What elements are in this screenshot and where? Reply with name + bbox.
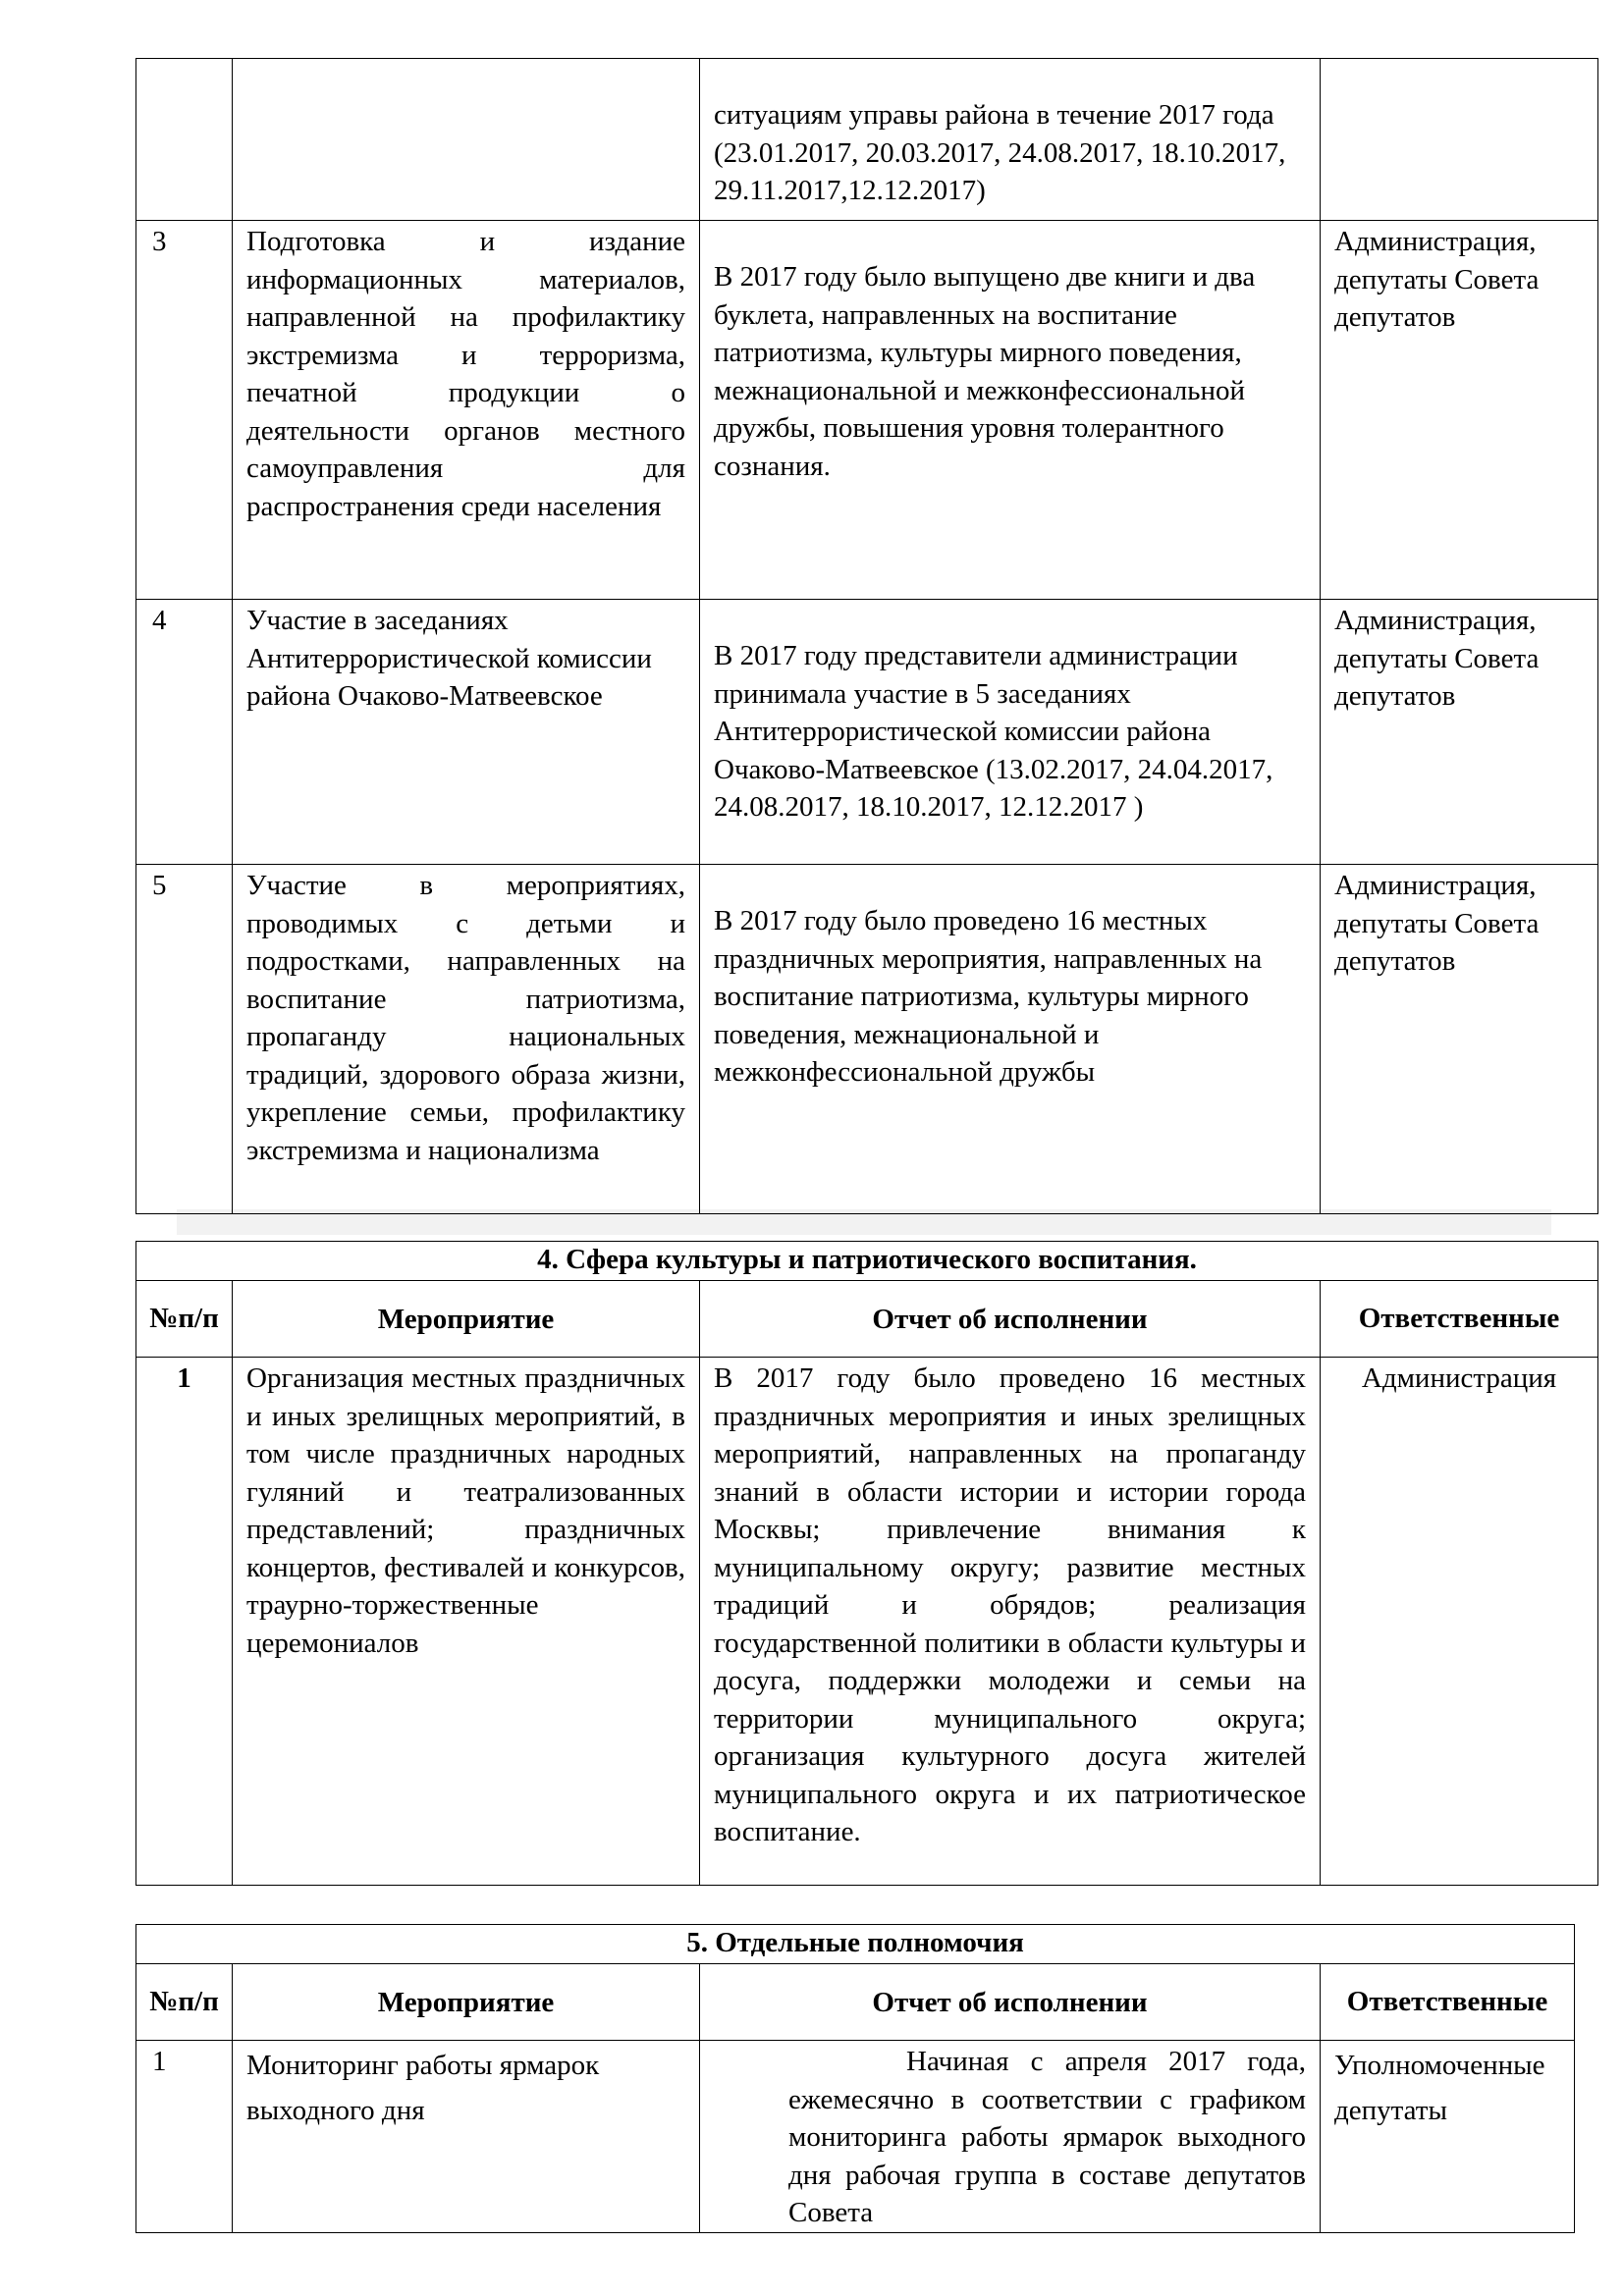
row-responsible: Администрация, депутаты Совета депутатов <box>1321 865 1598 1214</box>
row-report: Начиная с апреля 2017 года, ежемесячно в соответствии с графиком мониторинга работы ярмарок выходного дня рабочая группа в составе депутатов Совета <box>700 2041 1321 2233</box>
row-activity: Участие в мероприятиях, проводимых с детьми и подростками, направленных на воспитание патриотизма, пропаганду национальных традиций, здорового образа жизни, укрепление семьи, профилактику экстремизма и национализма <box>233 865 700 1214</box>
row-report <box>700 221 1321 600</box>
section-title-row <box>136 1242 1598 1281</box>
header-report: Отчет об исполнении <box>700 1964 1321 2041</box>
row-report: В 2017 году было проведено 16 местных праздничных мероприятия и иных зрелищных мероприятий, направленных на пропаганду знаний в области истории и истории города Москвы; привлечение внимания к муниципальному округу; развитие местных традиций и обрядов; реализация государственной политики в области культуры и досуга, поддержки молодежи и семьи на территории муниципального округа; организация культурного досуга жителей муниципального округа и их патриотическое воспитание. <box>700 1358 1321 1886</box>
header-responsible: Ответственные <box>1321 1964 1575 2041</box>
section-title: 4. Сфера культуры и патриотического воспитания. <box>136 1242 1598 1281</box>
section-title-row <box>136 1925 1575 1964</box>
header-activity: Мероприятие <box>233 1964 700 2041</box>
row-number: 3 <box>136 221 233 600</box>
header-num: №п/п <box>136 1964 233 2041</box>
row-report <box>700 59 1321 221</box>
header-row <box>136 1964 1575 2041</box>
row-number <box>136 59 233 221</box>
table-row <box>136 59 1598 221</box>
header-activity: Мероприятие <box>233 1281 700 1358</box>
table-separate-powers <box>135 1924 1575 2233</box>
row-number: 5 <box>136 865 233 1214</box>
row-responsible: Администрация, депутаты Совета депутатов <box>1321 600 1598 865</box>
row-report-text: В 2017 году было проведено 16 местных праздничных мероприятия, направленных на воспитание патриотизма, культуры мирного поведения, межнациональной и межконфессиональной дружбы <box>714 905 1263 1088</box>
row-responsible <box>1321 59 1598 221</box>
header-row <box>136 1281 1598 1358</box>
row-responsible: Уполномоченные депутаты <box>1321 2041 1575 2233</box>
table-culture-section <box>135 1241 1598 1886</box>
row-responsible: Администрация <box>1321 1358 1598 1886</box>
table-row <box>136 2041 1575 2233</box>
row-report <box>700 865 1321 1214</box>
row-report-text: В 2017 году было выпущено две книги и два буклета, направленных на воспитание патриотизма, культуры мирного поведения, межнациональной и межконфессиональной дружбы, повышения уровня толерантного сознания. <box>714 261 1256 482</box>
row-number: 1 <box>136 2041 233 2233</box>
table-prevention-continued <box>135 58 1598 1214</box>
header-responsible: Ответственные <box>1321 1281 1598 1358</box>
row-activity <box>233 59 700 221</box>
section-title: 5. Отдельные полномочия <box>136 1925 1575 1964</box>
table-row <box>136 1358 1598 1886</box>
row-activity: Подготовка и издание информационных материалов, направленной на профилактику экстремизма и терроризма, печатной продукции о деятельности органов местного самоуправления для распространения среди населения <box>233 221 700 600</box>
row-report <box>700 600 1321 865</box>
table-row <box>136 221 1598 600</box>
row-report-text: ситуациям управы района в течение 2017 года (23.01.2017, 20.03.2017, 24.08.2017, 18.10.2017, 29.11.2017,12.12.2017) <box>714 99 1286 206</box>
row-report-text: В 2017 году представители администрации принимала участие в 5 заседаниях Антитеррористической комиссии района Очаково-Матвеевское (13.02.2017, 24.04.2017, 24.08.2017, 18.10.2017, 12.12.2017 ) <box>714 640 1273 823</box>
header-report: Отчет об исполнении <box>700 1281 1321 1358</box>
table-row <box>136 600 1598 865</box>
row-number: 4 <box>136 600 233 865</box>
table-row <box>136 865 1598 1214</box>
row-activity: Мониторинг работы ярмарок выходного дня <box>233 2041 700 2233</box>
header-num: №п/п <box>136 1281 233 1358</box>
row-activity: Участие в заседаниях Антитеррористической комиссии района Очаково-Матвеевское <box>233 600 700 865</box>
row-activity: Организация местных праздничных и иных зрелищных мероприятий, в том числе праздничных народных гуляний и театрализованных представлений; праздничных концертов, фестивалей и конкурсов, траурно-торжественные церемониалов <box>233 1358 700 1886</box>
row-responsible: Администрация, депутаты Совета депутатов <box>1321 221 1598 600</box>
row-number: 1 <box>136 1358 233 1886</box>
